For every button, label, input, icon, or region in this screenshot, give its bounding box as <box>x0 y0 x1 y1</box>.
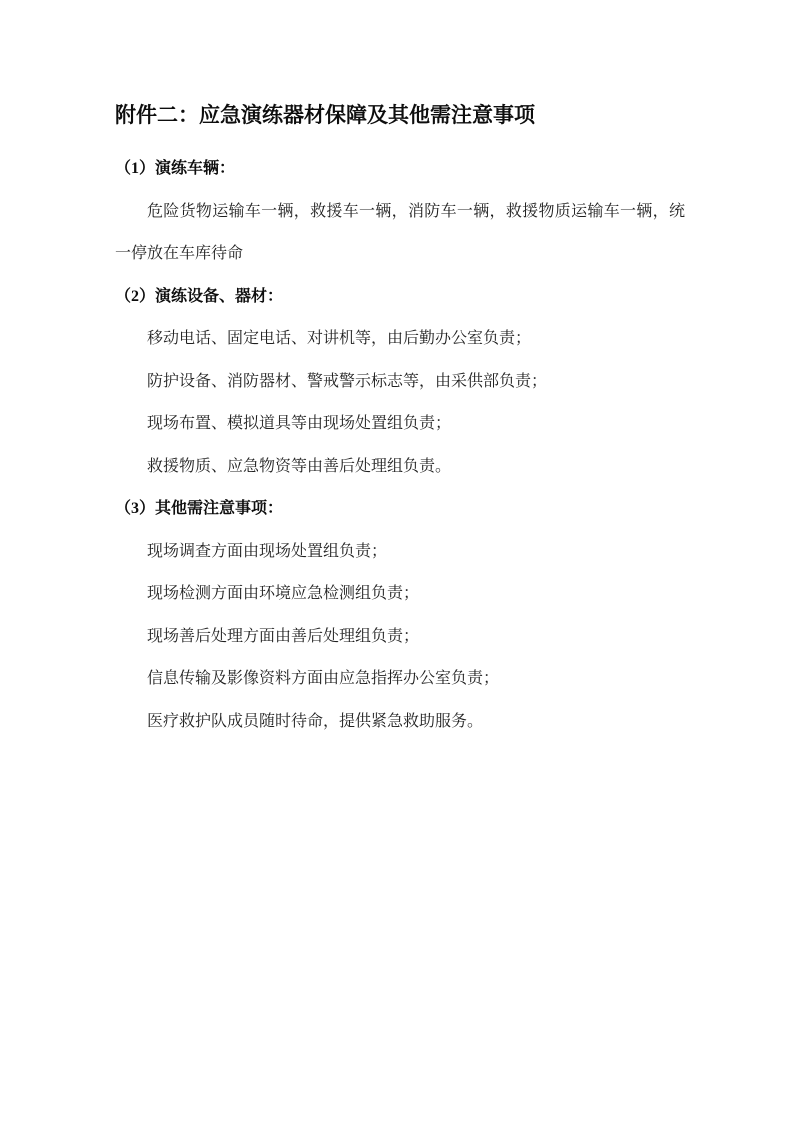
section-drill-equipment <box>115 276 685 489</box>
section-heading: （2）演练设备、器材： <box>115 287 284 305</box>
paragraph: 现场善后处理方面由善后处理组负责； <box>147 627 420 645</box>
section-drill-vehicles <box>115 148 685 276</box>
section-other-notes <box>115 488 685 743</box>
paragraph: 现场调查方面由现场处置组负责； <box>147 542 388 560</box>
paragraph: 救援物质、应急物资等由善后处理组负责。 <box>147 457 452 475</box>
paragraph: 信息传输及影像资料方面由应急指挥办公室负责； <box>147 670 500 687</box>
section-heading: （1）演练车辆： <box>115 160 236 177</box>
paragraph: 危险货物运输车一辆，救援车一辆，消防车一辆，救援物质运输车一辆，统一停放在车库待命 <box>115 202 685 262</box>
paragraph: 防护设备、消防器材、警戒警示标志等，由采供部负责； <box>147 372 548 390</box>
paragraph: 移动电话、固定电话、对讲机等，由后勤办公室负责； <box>147 330 532 347</box>
paragraph: 现场布置、模拟道具等由现场处置组负责； <box>147 415 452 432</box>
paragraph: 现场检测方面由环境应急检测组负责； <box>147 585 420 602</box>
paragraph: 医疗救护队成员随时待命，提供紧急救助服务。 <box>147 712 484 730</box>
document-title: 附件二：应急演练器材保障及其他需注意事项 <box>115 103 535 127</box>
section-heading: （3）其他需注意事项： <box>115 500 284 517</box>
